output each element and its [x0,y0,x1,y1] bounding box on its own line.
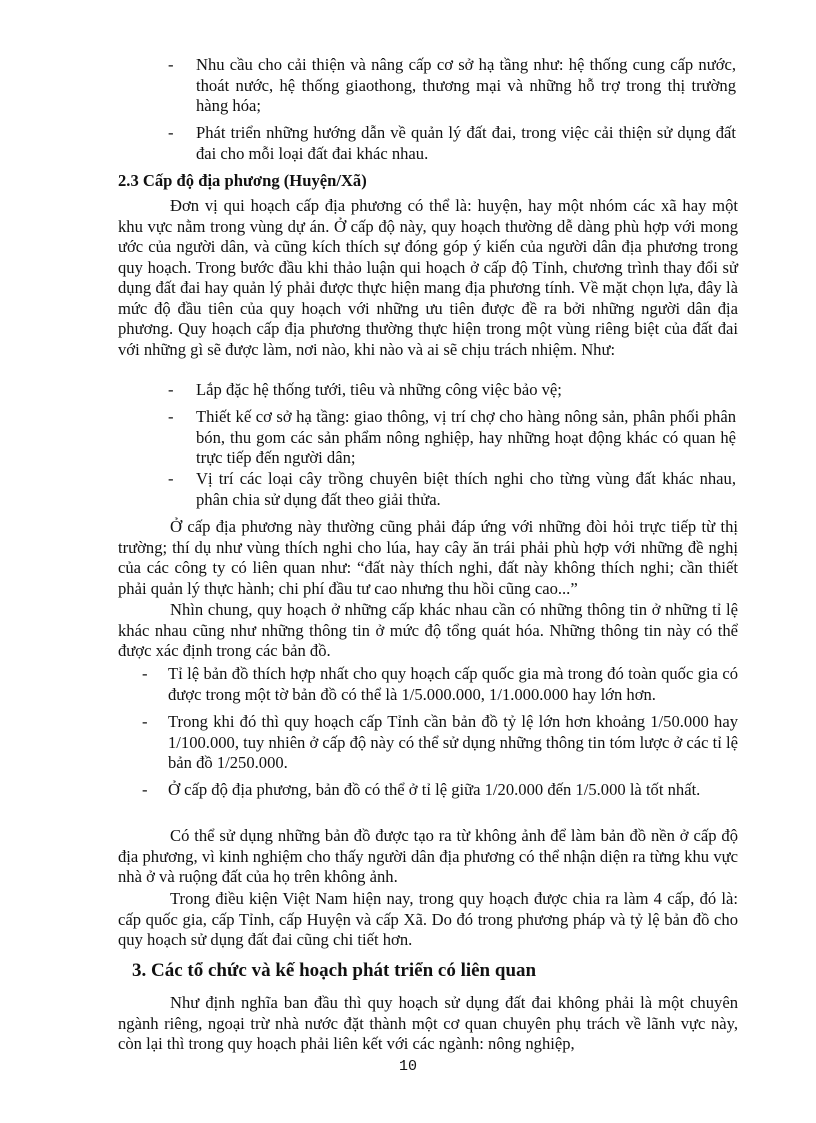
list-item-text: Trong khi đó thì quy hoạch cấp Tỉnh cần bản đồ tỷ lệ lớn hơn khoảng 1/50.000 hay 1/100.000, tuy nhiên ở cấp độ này có thể sử dụng những thông tin tóm lược ở các tỉ lệ bản đồ 1/250.000. [168,712,738,772]
list-item-text: Ở cấp độ địa phương, bản đồ có thể ở tỉ lệ giữa 1/20.000 đến 1/5.000 là tốt nhất. [168,780,701,799]
list-item: - Vị trí các loại cây trồng chuyên biệt thích nghi cho từng vùng đất khác nhau, phân chia sử dụng đất theo giải thửa. [168,469,736,509]
list-item-text: Phát triển những hướng dẫn về quản lý đất đai, trong việc cải thiện sử dụng đất đai cho mỗi loại đất đai khác nhau. [196,123,736,163]
paragraph: Như định nghĩa ban đầu thì quy hoạch sử dụng đất đai không phải là một chuyên ngành riêng, ngoại trừ nhà nước đặt thành một cơ quan chuyên phụ trách về lãnh vực này, còn lại thì trong quy hoạch phải liên kết với các ngành: nông nghiệp, [118,993,738,1053]
paragraph: Đơn vị qui hoạch cấp địa phương có thể là: huyện, hay một nhóm các xã hay một khu vực nằm trong vùng dự án. Ở cấp độ này, quy hoạch thường dễ dàng phù hợp với mong ước của người dân, và cũng kích thích sự đóng góp ý kiến của người dân địa phương trong quy hoạch. Trong bước đầu khi thảo luận qui hoạch ở cấp độ Tỉnh, chương trình thay đổi sử dụng đất đai hay quản lý phải được thực hiện mang địa phương tính. Về mặt chọn lựa, đây là mức độ đầu tiên của quy hoạch với những ưu tiên được đề ra bởi những người dân địa phương. Quy hoạch cấp địa phương thường thực hiện trong một vùng riêng biệt của đất đai với những gì sẽ được làm, nơi nào, khi nào và ai sẽ chịu trách nhiệm. Như: [118,196,738,359]
list-item: - Thiết kế cơ sở hạ tầng: giao thông, vị trí chợ cho hàng nông sản, phân phối phân bón, thu gom các sản phẩm nông nghiệp, hay những hoạt động khác có quan hệ trực tiếp đến người dân; [168,407,736,467]
section-heading-2-3: 2.3 Cấp độ địa phương (Huyện/Xã) [118,171,367,190]
list-item-text: Thiết kế cơ sở hạ tầng: giao thông, vị trí chợ cho hàng nông sản, phân phối phân bón, thu gom các sản phẩm nông nghiệp, hay những hoạt động khác có quan hệ trực tiếp đến người dân; [196,407,736,467]
list-item: - Lắp đặc hệ thống tưới, tiêu và những công việc bảo vệ; [168,380,562,399]
list-item-text: Tỉ lệ bản đồ thích hợp nhất cho quy hoạch cấp quốc gia mà trong đó toàn quốc gia có được trong một tờ bản đồ có thể là 1/5.000.000, 1/1.000.000 hay lớn hơn. [168,664,738,704]
section-heading-3: 3. Các tổ chức và kế hoạch phát triển có liên quan [132,960,537,981]
list-item: - Phát triển những hướng dẫn về quản lý đất đai, trong việc cải thiện sử dụng đất đai cho mỗi loại đất đai khác nhau. [168,123,736,163]
list-item: - Trong khi đó thì quy hoạch cấp Tỉnh cần bản đồ tỷ lệ lớn hơn khoảng 1/50.000 hay 1/100.000, tuy nhiên ở cấp độ này có thể sử dụng những thông tin tóm lược ở các tỉ lệ bản đồ 1/250.000. [142,712,738,772]
paragraph: Có thể sử dụng những bản đồ được tạo ra từ không ảnh để làm bản đồ nền ở cấp độ địa phương, vì kinh nghiệm cho thấy người dân địa phương có thể nhận diện ra từng khu vực nhà ở và ruộng đất của họ trên không ảnh. [118,826,738,886]
paragraph: Trong điều kiện Việt Nam hiện nay, trong quy hoạch được chia ra làm 4 cấp, đó là: cấp quốc gia, cấp Tỉnh, cấp Huyện và cấp Xã. Do đó trong phương pháp và tỷ lệ bản đồ cho quy hoạch sử dụng đất đai cũng chi tiết hơn. [118,889,738,949]
list-item: - Tỉ lệ bản đồ thích hợp nhất cho quy hoạch cấp quốc gia mà trong đó toàn quốc gia có được trong một tờ bản đồ có thể là 1/5.000.000, 1/1.000.000 hay lớn hơn. [142,664,738,704]
list-item-text: Nhu cầu cho cải thiện và nâng cấp cơ sở hạ tầng như: hệ thống cung cấp nước, thoát nước, hệ thống giaothong, thương mại và những hỗ trợ trong thị trường hàng hóa; [196,55,736,115]
list-item: - Ở cấp độ địa phương, bản đồ có thể ở tỉ lệ giữa 1/20.000 đến 1/5.000 là tốt nhất. [142,780,701,799]
paragraph: Ở cấp địa phương này thường cũng phải đáp ứng với những đòi hỏi trực tiếp từ thị trường; thí dụ như vùng thích nghi cho lúa, hay cây ăn trái phải phù hợp với những đề nghị của các công ty có liên quan như: “đất này thích nghi, đất này không thích nghi; cần thiết phải quản lý thực hành; chi phí đầu tư cao nhưng thu hồi cũng cao...” [118,517,738,598]
page-number: 10 [398,1058,417,1075]
list-item-text: Lắp đặc hệ thống tưới, tiêu và những công việc bảo vệ; [196,380,562,399]
list-item: - Nhu cầu cho cải thiện và nâng cấp cơ sở hạ tầng như: hệ thống cung cấp nước, thoát nước, hệ thống giaothong, thương mại và những hỗ trợ trong thị trường hàng hóa; [168,55,736,115]
paragraph: Nhìn chung, quy hoạch ở những cấp khác nhau cần có những thông tin ở những tỉ lệ khác nhau cũng như những thông tin ở mức độ tổng quát hóa. Những thông tin này có thể được xác định trong các bản đồ. [118,600,738,660]
list-item-text: Vị trí các loại cây trồng chuyên biệt thích nghi cho từng vùng đất khác nhau, phân chia sử dụng đất theo giải thửa. [196,469,736,509]
